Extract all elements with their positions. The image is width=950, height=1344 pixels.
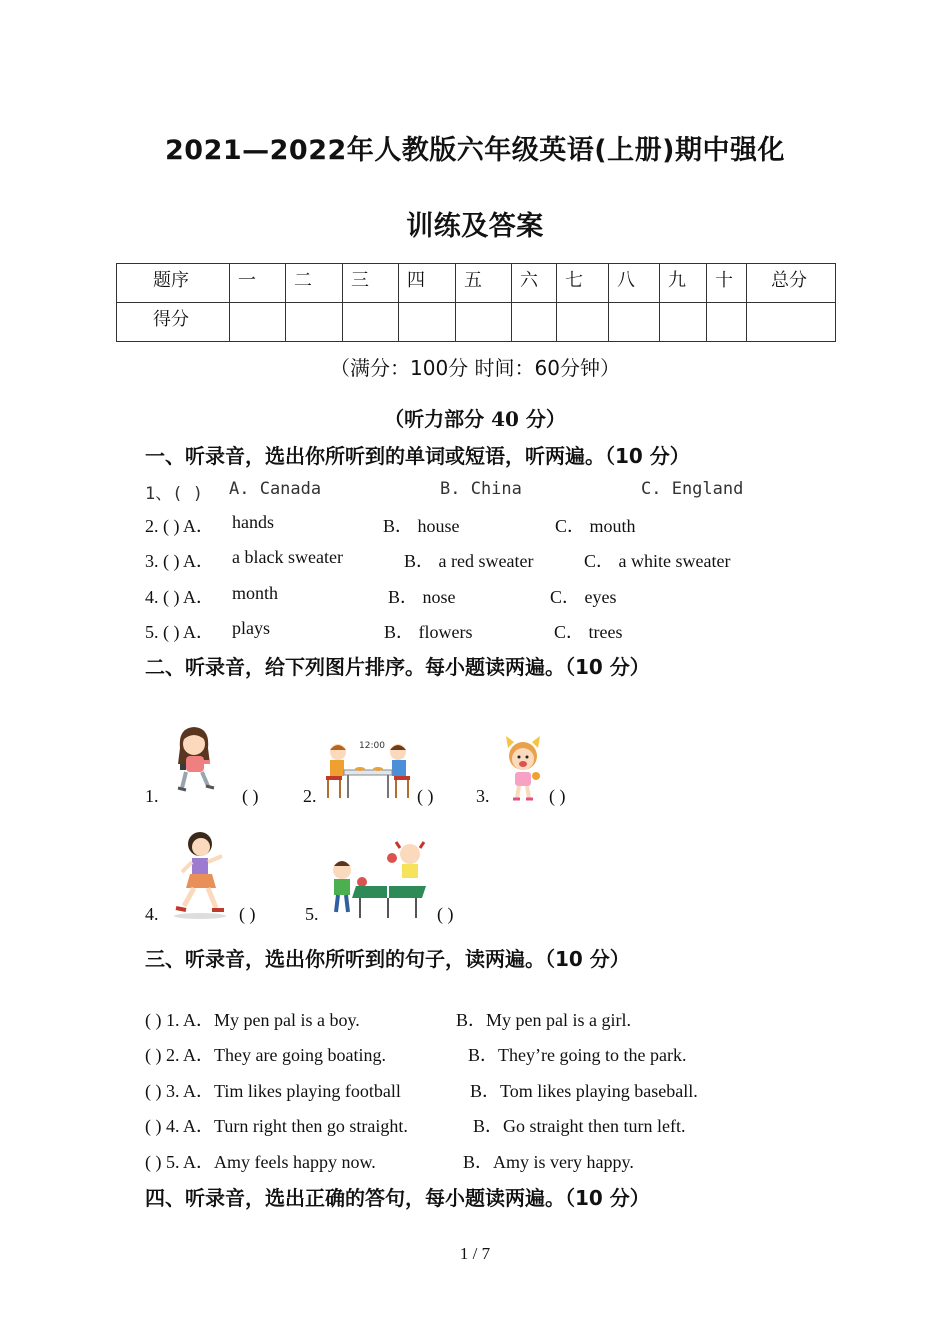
- s2-answer-5[interactable]: ( ): [437, 904, 454, 924]
- page-number: 1 / 7: [459, 1244, 491, 1263]
- score-header-cell: 十: [707, 264, 747, 303]
- score-header-cell: 六: [512, 264, 557, 303]
- girl-running-picture: [170, 828, 232, 920]
- score-header-cell: 九: [660, 264, 707, 303]
- s1-q3-option-a: a black sweater: [232, 547, 343, 567]
- s1-q1-option-a: A. Canada: [229, 479, 322, 499]
- score-input-cell[interactable]: [707, 303, 747, 342]
- table-tennis-picture: [326, 840, 434, 920]
- score-table-score-row: [117, 303, 836, 342]
- s1-q2-option-c: C． mouth: [555, 516, 636, 536]
- s2-label-4: 4.: [145, 904, 159, 924]
- section2-heading: 二、听录音，给下列图片排序。每小题读两遍。（10 分）: [145, 655, 650, 679]
- score-input-cell[interactable]: [343, 303, 399, 342]
- s2-answer-3[interactable]: ( ): [549, 786, 566, 806]
- section1-heading: 一、听录音，选出你所听到的单词或短语，听两遍。（10 分）: [145, 444, 690, 468]
- score-input-cell[interactable]: [747, 303, 836, 342]
- score-row-label: 得分: [117, 303, 230, 342]
- score-input-cell[interactable]: [399, 303, 456, 342]
- score-header-cell: 八: [609, 264, 660, 303]
- s2-answer-1[interactable]: ( ): [242, 786, 259, 806]
- s1-q4-option-c: C． eyes: [550, 587, 617, 607]
- s1-q3-option-b: B． a red sweater: [404, 551, 534, 571]
- page-title: 2021—2022年人教版六年级英语(上册)期中强化: [165, 135, 785, 166]
- score-input-cell[interactable]: [660, 303, 707, 342]
- clock-text: 12:00: [359, 741, 385, 751]
- s3-q3-option-b: B．Tom likes playing baseball.: [470, 1081, 698, 1101]
- s3-q5-option-a: ( ) 5. A．Amy feels happy now.: [145, 1152, 376, 1172]
- score-input-cell[interactable]: [512, 303, 557, 342]
- s1-q5-number: 5. ( ) A．: [145, 622, 214, 642]
- s1-q3-number: 3. ( ) A．: [145, 551, 214, 571]
- section4-heading: 四、听录音，选出正确的答句，每小题读两遍。（10 分）: [145, 1186, 650, 1210]
- s3-q5-option-b: B．Amy is very happy.: [463, 1152, 634, 1172]
- score-input-cell[interactable]: [286, 303, 343, 342]
- s3-q2-option-a: ( ) 2. A．They are going boating.: [145, 1045, 386, 1065]
- score-table: [116, 263, 836, 342]
- s3-q4-option-a: ( ) 4. A．Turn right then go straight.: [145, 1116, 408, 1136]
- s1-q2-number: 2. ( ) A．: [145, 516, 214, 536]
- girl-walking-picture: [168, 724, 220, 796]
- listening-header: （听力部分 40 分）: [384, 407, 566, 431]
- s3-q1-option-a: ( ) 1. A．My pen pal is a boy.: [145, 1010, 360, 1030]
- s1-q4-number: 4. ( ) A．: [145, 587, 214, 607]
- score-header-cell: 一: [230, 264, 286, 303]
- s1-q4-option-a: month: [232, 583, 279, 603]
- score-header-cell: 五: [456, 264, 512, 303]
- girl-with-bow-picture: [500, 734, 546, 802]
- s1-q2-option-a: hands: [232, 512, 274, 532]
- s3-q4-option-b: B．Go straight then turn left.: [473, 1116, 686, 1136]
- s2-answer-2[interactable]: ( ): [417, 786, 434, 806]
- s1-q5-option-a: plays: [232, 618, 270, 638]
- section3-heading: 三、听录音，选出你所听到的句子，读两遍。（10 分）: [145, 947, 630, 971]
- score-table-header-row: [117, 264, 836, 303]
- score-header-cell: 七: [557, 264, 609, 303]
- s1-q1-option-c: C. England: [641, 479, 744, 499]
- s3-q2-option-b: B．They’re going to the park.: [468, 1045, 687, 1065]
- s2-label-1: 1.: [145, 786, 159, 806]
- score-input-cell[interactable]: [456, 303, 512, 342]
- s2-label-2: 2.: [303, 786, 317, 806]
- s3-q1-option-b: B．My pen pal is a girl.: [456, 1010, 631, 1030]
- s1-q1-option-b: B. China: [440, 479, 522, 499]
- score-input-cell[interactable]: [230, 303, 286, 342]
- score-header-cell: 总分: [747, 264, 836, 303]
- children-lunch-picture: [324, 736, 412, 800]
- score-input-cell[interactable]: [609, 303, 660, 342]
- score-header-cell: 四: [399, 264, 456, 303]
- score-header-cell: 题序: [117, 264, 230, 303]
- score-header-cell: 三: [343, 264, 399, 303]
- s1-q5-option-b: B． flowers: [384, 622, 473, 642]
- exam-meta: （满分：100分 时间：60分钟）: [330, 356, 620, 380]
- s3-q3-option-a: ( ) 3. A．Tim likes playing football: [145, 1081, 401, 1101]
- page-title-line2: 训练及答案: [406, 211, 544, 242]
- s1-q1-number: 1、( ): [145, 484, 203, 504]
- score-header-cell: 二: [286, 264, 343, 303]
- s2-label-5: 5.: [305, 904, 319, 924]
- s1-q2-option-b: B． house: [383, 516, 460, 536]
- s1-q5-option-c: C． trees: [554, 622, 623, 642]
- s2-label-3: 3.: [476, 786, 490, 806]
- score-input-cell[interactable]: [557, 303, 609, 342]
- s1-q3-option-c: C． a white sweater: [584, 551, 731, 571]
- s1-q4-option-b: B． nose: [388, 587, 456, 607]
- s2-answer-4[interactable]: ( ): [239, 904, 256, 924]
